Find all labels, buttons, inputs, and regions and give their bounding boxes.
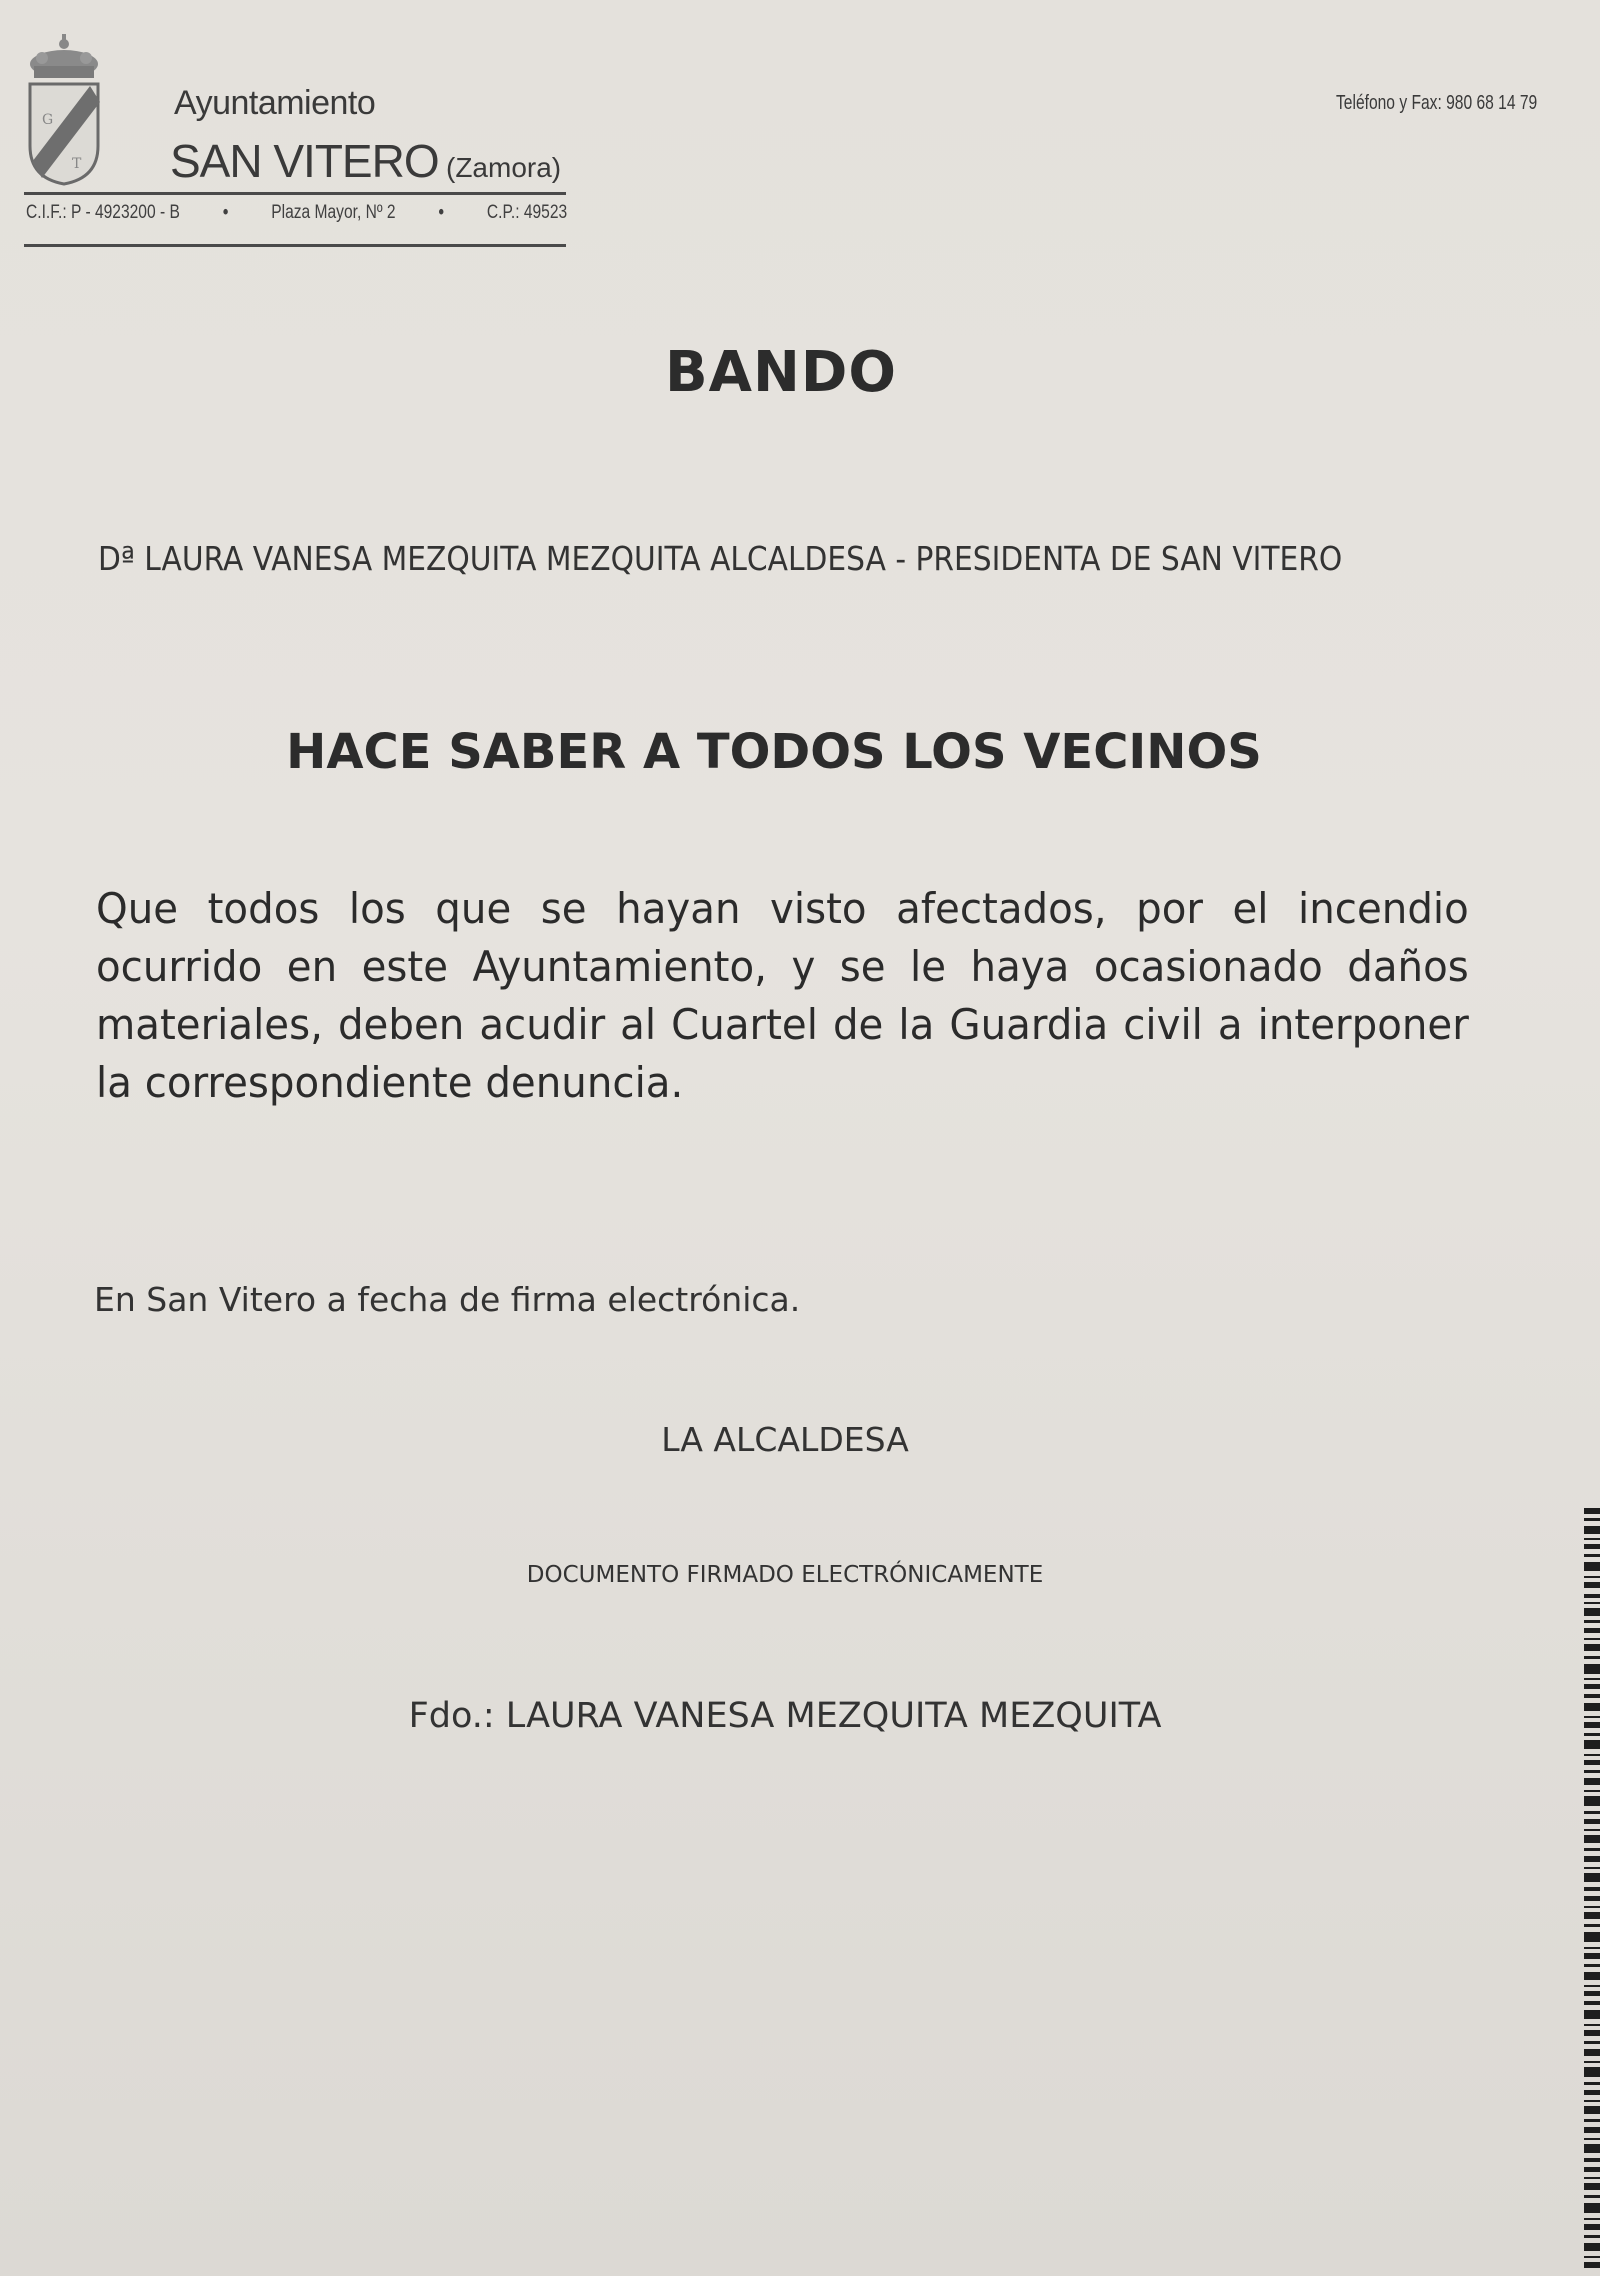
signer-role: LA ALCALDESA bbox=[661, 1420, 909, 1459]
province-label: (Zamora) bbox=[446, 152, 562, 183]
bullet-separator: • bbox=[438, 202, 444, 223]
entity-label: Ayuntamiento bbox=[174, 84, 376, 122]
letterhead-contact-line bbox=[26, 202, 567, 224]
town-name: SAN VITERO bbox=[170, 135, 439, 187]
cif-number: C.I.F.: P - 4923200 - B bbox=[26, 202, 180, 223]
electronic-signature-note: DOCUMENTO FIRMADO ELECTRÓNICAMENTE bbox=[526, 1562, 1044, 1588]
date-line: En San Vitero a fecha de firma electrónica. bbox=[94, 1280, 801, 1319]
svg-text:T: T bbox=[72, 156, 82, 172]
announcement-heading: HACE SABER A TODOS LOS VECINOS bbox=[286, 724, 1262, 780]
body-paragraph: Que todos los que se hayan visto afectados, por el incendio ocurrido en este Ayuntamiento, y se le haya ocasionado daños materiales, deben acudir al Cuartel de la Guardia civil a interponer la correspondiente denuncia. bbox=[96, 884, 1469, 1107]
postal-code: C.P.: 49523 bbox=[486, 202, 568, 223]
svg-text:G: G bbox=[42, 112, 54, 128]
letterhead-rule-bottom bbox=[24, 244, 566, 247]
phone-fax: Teléfono y Fax: 980 68 14 79 bbox=[1336, 92, 1538, 114]
bullet-separator: • bbox=[222, 202, 229, 223]
issuer-line: Dª LAURA VANESA MEZQUITA MEZQUITA ALCALDESA - PRESIDENTA DE SAN VITERO bbox=[98, 539, 1343, 578]
letterhead-rule-top bbox=[24, 192, 566, 195]
address: Plaza Mayor, Nº 2 bbox=[271, 202, 396, 223]
document-title: BANDO bbox=[665, 340, 897, 405]
barcode-icon bbox=[1582, 1508, 1600, 2276]
coat-of-arms-icon bbox=[20, 28, 108, 188]
signature-line: Fdo.: LAURA VANESA MEZQUITA MEZQUITA bbox=[408, 1696, 1162, 1736]
